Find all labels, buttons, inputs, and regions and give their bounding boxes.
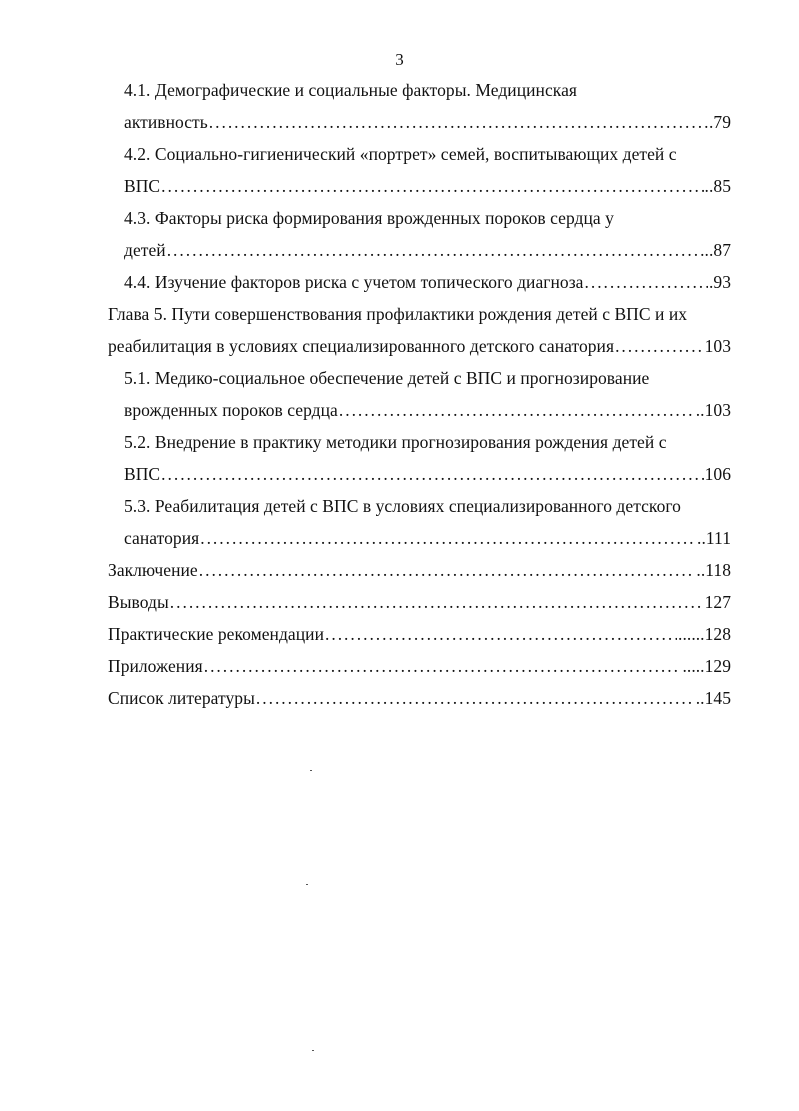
toc-entry-title: 4.3. Факторы риска формирования врожденных пороков сердца у xyxy=(124,208,614,228)
toc-entry-4-4 xyxy=(0,268,799,300)
toc-entry-title-end: детей xyxy=(124,240,166,260)
toc-entry-5-3 xyxy=(0,492,799,556)
scan-speck xyxy=(306,884,308,885)
toc-page-number: 106 xyxy=(704,464,731,484)
dot-leader xyxy=(615,332,704,360)
dot-leader xyxy=(256,684,695,712)
scan-speck xyxy=(310,770,312,771)
toc-entry-title-end: активность xyxy=(124,112,208,132)
toc-entry-recommendations xyxy=(0,620,799,652)
toc-entry-appendices xyxy=(0,652,799,684)
toc-entry-title: Глава 5. Пути совершенствования профилактики рождения детей с ВПС и их xyxy=(108,304,688,324)
toc-entry-4-2 xyxy=(0,140,799,204)
toc-page-number: ..103 xyxy=(695,400,731,420)
dot-leader xyxy=(170,588,704,616)
toc-entry-4-3 xyxy=(0,204,799,268)
toc-entry-title: 5.2. Внедрение в практику методики прогнозирования рождения детей с xyxy=(124,432,667,452)
dot-leader xyxy=(209,108,708,136)
toc-page-number: .79 xyxy=(708,112,731,132)
dot-leader xyxy=(339,396,695,424)
toc-entry-title: 4.2. Социально-гигиенический «портрет» семей, воспитывающих детей с xyxy=(124,144,677,164)
toc-entry-title: Приложения xyxy=(108,656,203,676)
toc-page-number: 103 xyxy=(704,336,731,356)
toc-entry-title-end: ВПС xyxy=(124,464,161,484)
toc-entry-title: Список литературы xyxy=(108,688,255,708)
toc-page-number: ......128 xyxy=(678,624,731,644)
toc-entry-findings xyxy=(0,588,799,620)
dot-leader xyxy=(325,620,677,648)
toc-entry-conclusion xyxy=(0,556,799,588)
dot-leader xyxy=(200,524,696,552)
toc-entry-5-1 xyxy=(0,364,799,428)
toc-entry-title-end: ВПС xyxy=(124,176,161,196)
toc-entry-title: Заключение xyxy=(108,560,198,580)
toc-entry-title-end: санатория xyxy=(124,528,200,548)
toc-page-number: .....129 xyxy=(682,656,731,676)
toc-page-number: ..87 xyxy=(704,240,731,260)
dot-leader xyxy=(167,236,704,264)
toc-entry-title-end: врожденных пороков сердца xyxy=(124,400,338,420)
dot-leader xyxy=(161,460,703,488)
toc-entry-title: 5.1. Медико-социальное обеспечение детей с ВПС и прогнозирование xyxy=(124,368,650,388)
toc-entry-title: 4.1. Демографические и социальные факторы. Медицинская xyxy=(124,80,577,100)
toc-page-number: .93 xyxy=(708,272,731,292)
dot-leader xyxy=(199,556,696,584)
toc-entry-title: 5.3. Реабилитация детей с ВПС в условиях специализированного детского xyxy=(124,496,681,516)
toc-entry-4-1 xyxy=(0,76,799,140)
toc-entry-references xyxy=(0,684,799,716)
dot-leader xyxy=(204,652,682,680)
toc-page-number: ..145 xyxy=(695,688,731,708)
page-number: 3 xyxy=(395,50,404,69)
toc-entry-title: Практические рекомендации xyxy=(108,624,324,644)
dot-leader xyxy=(161,172,703,200)
toc-entry-chapter-5 xyxy=(0,300,799,364)
toc-page-number: 127 xyxy=(704,592,731,612)
table-of-contents xyxy=(0,76,799,716)
toc-entry-title-end: реабилитация в условиях специализированного детского санатория xyxy=(108,336,615,356)
toc-entry-title: Выводы xyxy=(108,592,169,612)
dot-leader xyxy=(585,268,708,296)
scan-speck xyxy=(312,1050,314,1051)
toc-page-number: ..118 xyxy=(696,560,731,580)
toc-entry-title: 4.4. Изучение факторов риска с учетом топического диагноза xyxy=(124,272,584,292)
toc-page-number: ..85 xyxy=(704,176,731,196)
toc-page-number: ..111 xyxy=(697,528,731,548)
toc-entry-5-2 xyxy=(0,428,799,492)
